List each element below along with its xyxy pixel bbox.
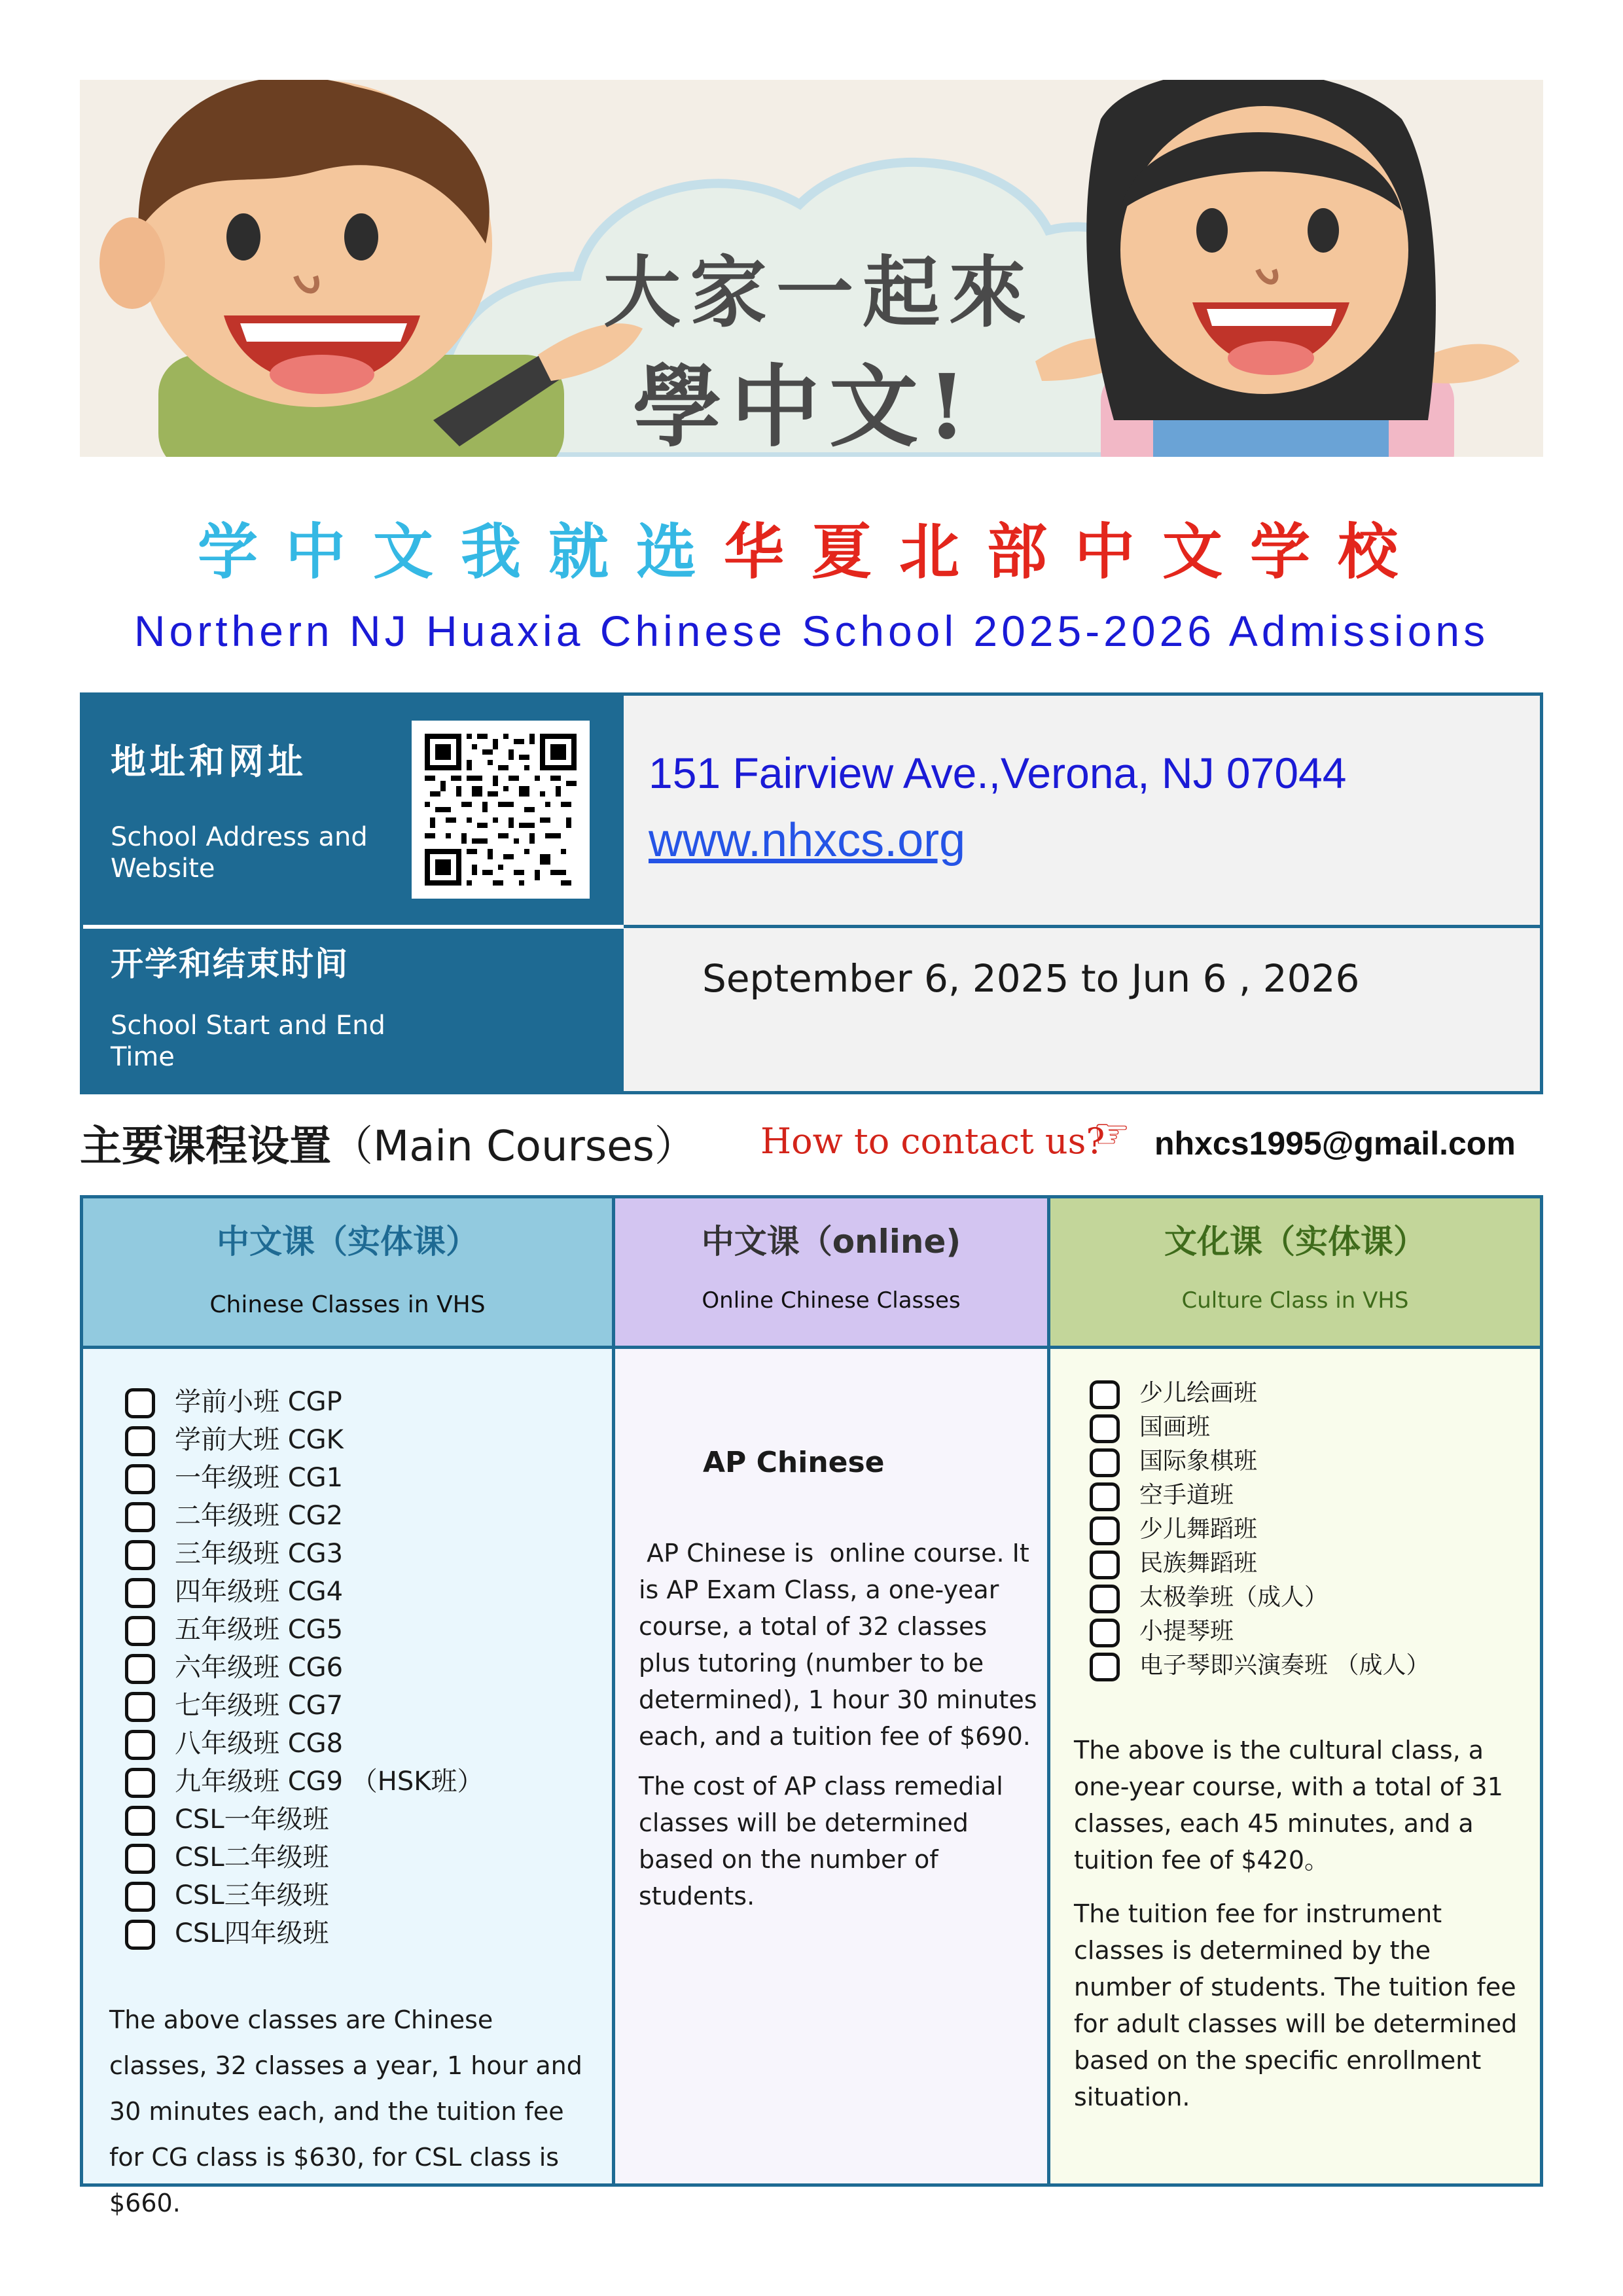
time-label-cn: 开学和结束时间 (111, 945, 349, 983)
checkbox[interactable] (125, 1768, 155, 1798)
qr-code-graphic (425, 734, 577, 886)
class-option-label: 电子琴即兴演奏班 （成人） (1139, 1652, 1430, 1679)
class-option[interactable] (1090, 1444, 1429, 1479)
class-option-label: 空手道班 (1139, 1482, 1234, 1509)
checkbox[interactable] (125, 1692, 155, 1722)
class-option-label: 学前小班 CGP (175, 1387, 342, 1417)
class-option[interactable] (1090, 1479, 1429, 1513)
class-option[interactable] (125, 1763, 484, 1801)
checkbox[interactable] (125, 1578, 155, 1608)
banner-slogan-line2: 學中文! (633, 355, 976, 457)
class-option[interactable] (125, 1383, 484, 1421)
online-title-en: Online Chinese Classes (702, 1287, 961, 1314)
online-title-cn: 中文课（online) (701, 1223, 961, 1261)
ap-chinese-title: AP Chinese (703, 1446, 885, 1479)
chinese-vhs-header (83, 1198, 612, 1349)
class-option-label: 六年级班 CG6 (175, 1653, 344, 1683)
courses-heading (80, 1113, 696, 1173)
class-option[interactable] (125, 1725, 484, 1763)
checkbox[interactable] (1090, 1380, 1120, 1409)
class-option-label: 八年级班 CG8 (175, 1729, 344, 1759)
checkbox[interactable] (1090, 1414, 1120, 1443)
checkbox[interactable] (125, 1388, 155, 1418)
checkbox[interactable] (1090, 1516, 1120, 1545)
chinese-vhs-column (80, 1195, 615, 2217)
class-option-label: 九年级班 CG9 （HSK班） (175, 1767, 484, 1797)
checkbox[interactable] (125, 1806, 155, 1836)
class-option[interactable] (125, 1914, 484, 1952)
qr-code-icon[interactable] (412, 721, 590, 899)
girl-cartoon (1035, 80, 1520, 457)
pointing-hand-icon: ☞ (1093, 1110, 1131, 1158)
class-option[interactable] (125, 1611, 484, 1649)
title-school-name: 华夏北部中文学校 (724, 517, 1426, 587)
contact-question: How to contact us? (760, 1121, 1105, 1162)
chinese-class-note: The above classes are Chinese classes, 32 classes a year, 1 hour and 30 minutes each, and the tuition fee for CG class is $630, for CSL class is $660. (109, 2005, 582, 2217)
class-option-label: CSL三年级班 (175, 1880, 329, 1910)
address-label-cell (83, 696, 624, 925)
class-option[interactable] (1090, 1581, 1429, 1615)
culture-class-list (1090, 1376, 1429, 1683)
checkbox[interactable] (1090, 1482, 1120, 1511)
culture-column (1047, 1195, 1543, 2187)
checkbox[interactable] (1090, 1653, 1120, 1681)
online-column (612, 1195, 1050, 2187)
class-option-label: 太极拳班（成人） (1139, 1584, 1329, 1611)
class-option-label: 四年级班 CG4 (175, 1577, 344, 1607)
school-info-table (80, 692, 1543, 1094)
culture-title-en: Culture Class in VHS (1181, 1287, 1409, 1314)
culture-header (1050, 1198, 1540, 1349)
courses-heading-cn: 主要课程设置 (80, 1122, 331, 1171)
contact-email-link[interactable]: nhxcs1995@gmail.com (1154, 1125, 1516, 1162)
class-option-label: 小提琴班 (1139, 1618, 1234, 1645)
checkbox[interactable] (125, 1730, 155, 1760)
class-option[interactable] (1090, 1649, 1429, 1683)
checkbox[interactable] (1090, 1619, 1120, 1647)
time-label-cell (83, 929, 624, 1094)
checkbox[interactable] (125, 1882, 155, 1912)
class-option-label: 学前大班 CGK (175, 1425, 344, 1455)
class-option-label: 五年级班 CG5 (175, 1615, 344, 1645)
class-option[interactable] (125, 1459, 484, 1497)
banner-slogan-line1: 大家一起來 (603, 247, 1036, 338)
class-option[interactable] (125, 1687, 484, 1725)
info-row-divider-right (624, 925, 1543, 928)
address-label-cn: 地址和网址 (111, 741, 307, 782)
checkbox[interactable] (125, 1654, 155, 1684)
checkbox[interactable] (125, 1844, 155, 1874)
class-option-label: 民族舞蹈班 (1139, 1550, 1258, 1577)
class-option[interactable] (125, 1535, 484, 1573)
courses-heading-en: （Main Courses） (331, 1122, 696, 1171)
class-option-label: 七年级班 CG7 (175, 1691, 344, 1721)
chinese-class-list (125, 1383, 484, 1952)
class-option-label: 三年级班 CG3 (175, 1539, 344, 1569)
class-option[interactable] (125, 1573, 484, 1611)
school-address: 151 Fairview Ave.,Verona, NJ 07044 (649, 749, 1347, 797)
header-banner (80, 80, 1543, 457)
class-option-label: 国际象棋班 (1139, 1448, 1258, 1475)
chinese-vhs-title-en: Chinese Classes in VHS (209, 1291, 486, 1318)
class-option-label: CSL二年级班 (175, 1842, 329, 1873)
checkbox[interactable] (1090, 1448, 1120, 1477)
title-slogan: 学中文我就选 (197, 517, 724, 587)
class-option[interactable] (125, 1801, 484, 1839)
class-option[interactable] (125, 1421, 484, 1459)
online-header (615, 1198, 1047, 1349)
page-title-english: Northern NJ Huaxia Chinese School 2025-2026 Admissions (134, 607, 1489, 655)
chinese-vhs-title-cn: 中文课（实体课） (217, 1223, 478, 1261)
class-option-label: 二年级班 CG2 (175, 1501, 344, 1531)
school-dates: September 6, 2025 to Jun 6 , 2026 (702, 956, 1360, 1001)
class-option[interactable] (125, 1497, 484, 1535)
class-option[interactable] (125, 1649, 484, 1687)
time-label-en: School Start and End Time (111, 1011, 385, 1072)
class-option[interactable] (1090, 1547, 1429, 1581)
instrument-fee-note: The tuition fee for instrument classes is determined by the number of students. The tuition fee for adult classes will be determined based on the specific enrollment situation. (1074, 1899, 1518, 2111)
class-option-label: CSL一年级班 (175, 1804, 329, 1835)
culture-title-cn: 文化课（实体课） (1164, 1223, 1426, 1261)
school-website-link[interactable]: www.nhxcs.org (649, 814, 966, 867)
checkbox[interactable] (125, 1920, 155, 1950)
ap-remedial-note: The cost of AP class remedial classes will be determined based on the number of students. (639, 1772, 1003, 1910)
class-option[interactable] (125, 1839, 484, 1876)
checkbox[interactable] (125, 1502, 155, 1532)
checkbox[interactable] (125, 1464, 155, 1494)
class-option-label: 国画班 (1139, 1414, 1211, 1441)
class-option-label: 少儿舞蹈班 (1139, 1516, 1258, 1543)
ap-chinese-description: AP Chinese is online course. It is AP Exam Class, a one-year course, a total of 32 classes plus tutoring (number to be determined), 1 hour 30 minutes each, and a tuition fee of $690. (639, 1539, 1045, 1751)
class-option-label: 一年级班 CG1 (175, 1463, 344, 1493)
checkbox[interactable] (125, 1540, 155, 1570)
class-option[interactable] (1090, 1513, 1429, 1547)
page-title-chinese (0, 504, 1623, 590)
culture-class-note: The above is the cultural class, a one-year course, with a total of 31 classes, each 45 minutes, and a tuition fee of $420。 (1074, 1736, 1503, 1874)
class-option[interactable] (1090, 1615, 1429, 1649)
class-option-label: 少儿绘画班 (1139, 1380, 1258, 1407)
address-label-en: School Address and Website (111, 822, 368, 884)
class-option[interactable] (1090, 1410, 1429, 1444)
class-option[interactable] (1090, 1376, 1429, 1410)
class-option-label: CSL四年级班 (175, 1918, 329, 1948)
boy-cartoon (99, 80, 643, 457)
checkbox[interactable] (125, 1426, 155, 1456)
checkbox[interactable] (1090, 1551, 1120, 1579)
checkbox[interactable] (125, 1616, 155, 1646)
checkbox[interactable] (1090, 1585, 1120, 1613)
class-option[interactable] (125, 1876, 484, 1914)
